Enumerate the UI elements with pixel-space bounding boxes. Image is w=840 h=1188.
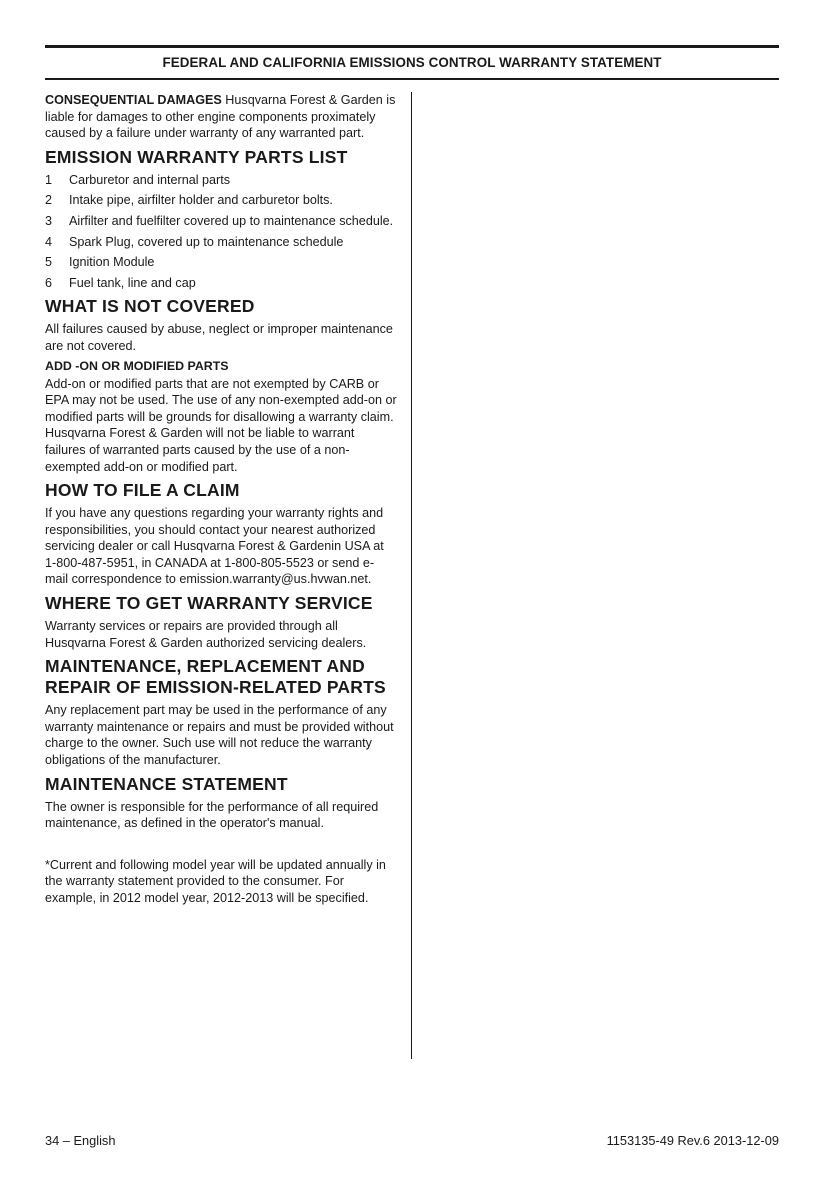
file-claim-text: If you have any questions regarding your warranty rights and responsibilities, you should contact your nearest authorized servicing dealer or call Husqvarna Forest & Gardenin USA at 1-800-487-5951, in CANADA at 1-800-805-5523 or send e-mail correspondence to emission.warranty@us.hvwan.net.	[45, 506, 384, 587]
left-column	[45, 92, 397, 907]
list-item-number: 5	[45, 255, 53, 270]
not-covered-text: All failures caused by abuse, neglect or improper maintenance are not covered.	[45, 322, 393, 353]
list-item-text: Ignition Module	[69, 255, 155, 270]
consequential-damages-text: Husqvarna Forest & Garden is liable for damages to other engine components proximately caused by a failure under warranty of any warranted part.	[45, 93, 396, 141]
list-item-text: Fuel tank, line and cap	[69, 275, 196, 290]
list-item	[45, 192, 397, 209]
maintenance-replacement-heading: MAINTENANCE, REPLACEMENT AND REPAIR OF EMISSION-RELATED PARTS	[45, 656, 386, 698]
maintenance-replacement-text: Any replacement part may be used in the performance of any warranty maintenance or repairs and must be provided without charge to the owner. Such use will not reduce the warranty obligations of the manufacturer.	[45, 703, 394, 768]
list-item	[45, 275, 397, 292]
addon-parts-text: Add-on or modified parts that are not exempted by CARB or EPA may not be used. The use of any non-exempted add-on or modified parts will be grounds for disallowing a warranty claim. Husqvarna Forest & Garden will not be liable to warrant failures of warranted parts caused by the use of a non-exempted add-on or modified part.	[45, 376, 397, 474]
list-item-text: Spark Plug, covered up to maintenance schedule	[69, 234, 344, 249]
document-id: 1153135-49 Rev.6 2013-12-09	[606, 1133, 779, 1148]
list-item-text: Airfilter and fuelfilter covered up to maintenance schedule.	[69, 213, 394, 228]
consequential-damages-lead: CONSEQUENTIAL DAMAGES	[45, 93, 222, 107]
file-claim-heading: HOW TO FILE A CLAIM	[45, 480, 240, 501]
list-item-number: 4	[45, 234, 53, 249]
parts-list-heading: EMISSION WARRANTY PARTS LIST	[45, 146, 348, 167]
list-item-text: Intake pipe, airfilter holder and carburetor bolts.	[69, 193, 333, 208]
list-item-number: 2	[45, 193, 53, 208]
list-item-number: 6	[45, 275, 53, 290]
list-item	[45, 172, 397, 189]
maintenance-statement-text: The owner is responsible for the performance of all required maintenance, as defined in the operator's manual.	[45, 799, 379, 831]
maintenance-statement-heading: MAINTENANCE STATEMENT	[45, 773, 288, 794]
warranty-service-text: Warranty services or repairs are provided through all Husqvarna Forest & Garden authorized servicing dealers.	[45, 619, 367, 650]
spacer	[45, 832, 397, 857]
list-item-number: 3	[45, 213, 53, 228]
consequential-damages-paragraph	[45, 92, 397, 142]
addon-parts-heading: ADD -ON OR MODIFIED PARTS	[45, 358, 229, 373]
list-item-text: Carburetor and internal parts	[69, 172, 231, 187]
header-top-rule	[45, 45, 779, 48]
header-bottom-rule	[45, 78, 779, 80]
parts-list	[45, 172, 397, 292]
not-covered-heading: WHAT IS NOT COVERED	[45, 296, 255, 317]
page-number: 34 – English	[45, 1133, 116, 1148]
list-item-number: 1	[45, 172, 53, 187]
list-item	[45, 254, 397, 271]
column-divider	[411, 92, 412, 1059]
list-item	[45, 234, 397, 251]
page-title: FEDERAL AND CALIFORNIA EMISSIONS CONTROL WARRANTY STATEMENT	[162, 55, 662, 70]
list-item	[45, 213, 397, 230]
footnote-text: *Current and following model year will be updated annually in the warranty statement provided to the consumer. For example, in 2012 model year, 2012-2013 will be specified.	[45, 857, 386, 905]
warranty-service-heading: WHERE TO GET WARRANTY SERVICE	[45, 593, 373, 614]
